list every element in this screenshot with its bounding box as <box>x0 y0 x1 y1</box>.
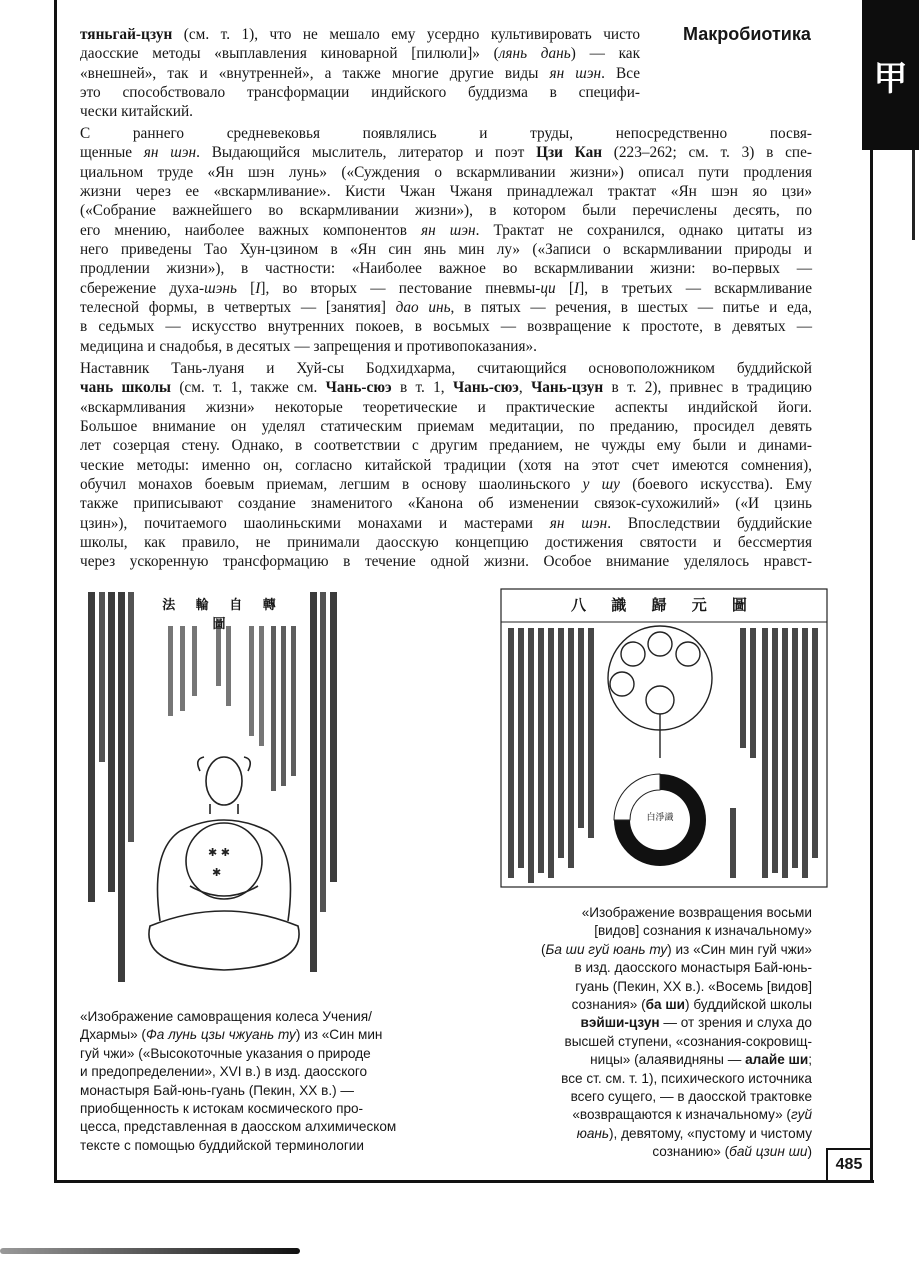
text-run: циальном труде «Ян шэн лунь» («Суждения о вскармливании жизни») описал пути продления <box>80 163 812 181</box>
text-run: чески китайский. <box>80 103 193 121</box>
text-run: его мнению, наиболее важных компонентов <box>80 221 421 239</box>
section-thumb-tab <box>862 0 919 150</box>
caption-run: гуань (Пекин, XX в.). «Восемь [видов] <box>575 978 812 994</box>
figure-right-title: 八 識 歸 元 圖 <box>571 596 757 614</box>
caption-line <box>500 1106 812 1124</box>
caption-line <box>500 1088 812 1106</box>
text-run: ], во вторых — пестование пневмы- <box>260 279 541 297</box>
caption-run: «возвращаются к изначальному» ( <box>572 1107 791 1123</box>
text-line <box>80 221 812 240</box>
text-run: ], в третьих — вскармливание <box>579 279 813 297</box>
caption-run: ) буддийской школы <box>685 997 812 1013</box>
caption-run: в изд. даосского монастыря Бай-юнь- <box>574 960 812 976</box>
caption-run: вэйши-цзун <box>580 1015 660 1031</box>
page-frame-right <box>870 0 873 1182</box>
text-run: лет созерцая стену. Однако, в соответствии с другим преданием, не чужды ему были и динами- <box>80 437 812 455</box>
text-run: продлении жизни»), в частности: «Наиболее важное во вскармливании жизни: во-первых — <box>80 260 812 278</box>
text-run: , в пятых — речения, в шестых — питье и еда, <box>450 299 812 317</box>
text-line <box>80 552 812 571</box>
caption-run: высшей ступени, «сознания-сокровищ- <box>564 1033 812 1049</box>
text-run: . Выдающийся мыслитель, литератор и поэт <box>196 144 537 162</box>
caption-line <box>80 1026 440 1044</box>
paragraph-2 <box>80 124 812 356</box>
text-run: него приведены Тао Хун-цзином в «Ян син янь мин лу» («Записи о вскармливании природы и <box>80 241 812 259</box>
text-run: «внешней», так и «внутренней», а также многие другие виды <box>80 64 550 82</box>
page-frame-left <box>54 0 57 1182</box>
text-line <box>80 378 812 397</box>
text-run: (223–262; см. т. 3) в спе- <box>602 144 812 162</box>
svg-text:✱ ✱: ✱ ✱ <box>208 846 230 859</box>
caption-run: Дхармы» ( <box>80 1027 146 1043</box>
caption-run: приобщенность к истокам космического про- <box>80 1101 364 1117</box>
text-line <box>80 124 812 143</box>
running-head: Макробиотика <box>683 24 811 44</box>
caption-run: тексте с помощью буддийской терминологии <box>80 1137 364 1153</box>
italic-term: I <box>255 279 261 297</box>
text-run: школы, как правило, не принимали даосскую концепцию достижения святости и бессмертия <box>80 534 812 552</box>
text-run: цзин»), почитаемого шаолиньскими монахами и мастерами <box>80 514 550 532</box>
caption-run: монастыря Бай-юнь-гуань (Пекин, XX в.) — <box>80 1082 355 1098</box>
italic-term: ци <box>540 279 556 297</box>
text-line <box>80 533 812 552</box>
caption-line <box>500 922 812 940</box>
text-line <box>80 359 812 378</box>
text-line <box>80 102 640 121</box>
figure-dharma-wheel <box>80 586 342 996</box>
italic-term: I <box>574 279 580 297</box>
caption-run: [видов] сознания к изначальному» <box>594 923 812 939</box>
italic-term: ян шэн <box>549 64 602 82</box>
text-run: [ <box>555 279 574 297</box>
italic-term: лянь дань <box>498 45 571 63</box>
text-line <box>80 456 812 475</box>
caption-line <box>500 1070 812 1088</box>
figure-left-title: 法 輪 自 轉 圖 <box>162 598 284 632</box>
text-line <box>80 337 812 356</box>
text-run: «вскармливания жизни» некоторые теоретические и практические аспекты индийской йоги. <box>80 398 812 416</box>
caption-left <box>80 1008 440 1155</box>
italic-term: дао инь <box>395 299 451 317</box>
text-line <box>80 64 640 83</box>
caption-run: гуй <box>790 1107 812 1123</box>
text-line <box>80 417 812 436</box>
text-line <box>80 279 812 298</box>
text-run: сбережение духа- <box>80 279 205 297</box>
caption-run: все ст. см. т. 1), психического источника <box>561 1070 812 1086</box>
text-run: (см. т. 1, также см. <box>171 379 326 397</box>
text-run: жизни через ее «вскармливание». Кисти Чжан Чжаня принадлежал трактат «Ян шэн яо цзи» <box>80 183 812 201</box>
text-line <box>80 398 812 417</box>
text-run: [ <box>236 279 256 297</box>
text-run: даосские методы «выплавления киноварной [пилюли]» ( <box>80 45 499 63</box>
bold-term: Чань-сюэ <box>325 379 392 397</box>
caption-run: ), девятому, «пустому и чистому <box>609 1125 812 1141</box>
text-run: это способствовало трансформации индийского буддизма в специфи- <box>80 84 640 102</box>
text-line <box>80 240 812 259</box>
caption-line <box>80 1063 440 1081</box>
bold-term: тяньгай-цзун <box>80 26 173 43</box>
text-line <box>80 83 640 102</box>
text-line <box>80 514 812 533</box>
text-line <box>80 494 812 513</box>
caption-run: ницы» (алаявидняны — <box>590 1052 746 1068</box>
figure-eight-consciousness-image <box>500 588 828 888</box>
caption-run: цесса, представленная в даосском алхимическом <box>80 1119 397 1135</box>
svg-text:✱: ✱ <box>212 866 222 879</box>
italic-term: ян шэн <box>421 221 476 239</box>
text-run: в т. 1, <box>391 379 453 397</box>
text-run: Большое внимание он уделял статическим приемам медитации, по преданию, просидел девять <box>80 418 812 436</box>
text-line <box>80 475 812 494</box>
text-run: С раннего средневековья появлялись и труды, непосредственно посвя- <box>80 125 812 142</box>
italic-term: у шу <box>582 476 620 494</box>
text-run: («Собрание важнейшего во вскармливании жизни»), в котором были перечислены десять, по <box>80 202 812 220</box>
caption-line <box>500 1051 812 1069</box>
caption-run: гуй чжи» («Высокоточные указания о природе <box>80 1045 371 1061</box>
text-line <box>80 143 812 162</box>
text-run: щенные <box>80 144 144 162</box>
italic-term: ян шэн <box>549 514 608 532</box>
caption-line <box>500 1014 812 1032</box>
text-run: . Все <box>601 64 640 82</box>
bold-term: чань школы <box>80 379 171 397</box>
paragraph-3 <box>80 359 812 572</box>
caption-line <box>500 959 812 977</box>
text-line <box>80 436 812 455</box>
caption-line <box>500 941 812 959</box>
caption-run: ( <box>540 941 546 957</box>
caption-line <box>500 1143 812 1161</box>
italic-term: ян шэн <box>143 144 197 162</box>
caption-run: алайе ши <box>745 1052 809 1068</box>
scan-artifact-stroke <box>0 1248 300 1254</box>
text-line <box>80 201 812 220</box>
text-run: в седьмых — искусство внутренних покоев, в восьмых — возвращение к простоте, в девятых — <box>80 318 812 336</box>
thumb-marker-line <box>912 150 915 240</box>
caption-run: Фа лунь цзы чжуань ту <box>145 1027 296 1043</box>
bold-term: Чань-сюэ <box>452 379 519 397</box>
text-run: через ускоренную трансформацию в течение одной жизни. Особое внимание уделялось нравст- <box>80 553 812 571</box>
caption-run: ) из «Син мин <box>295 1027 383 1043</box>
caption-run: «Изображение самовращения колеса Учения/ <box>80 1009 372 1024</box>
text-run: Наставник Тань-луаня и Хуй-сы Бодхидхарма, считающийся основоположником буддийской <box>80 360 812 377</box>
text-run: , <box>518 379 532 397</box>
bold-term: Цзи Кан <box>536 144 603 162</box>
caption-line <box>80 1008 440 1026</box>
text-run: обучил монахов боевым приемам, легшим в основу шаолиньского <box>80 476 583 494</box>
text-run: телесной формы, в четвертых — [занятия] <box>80 299 396 317</box>
page-number: 485 <box>826 1148 870 1180</box>
text-line <box>80 163 812 182</box>
caption-line <box>500 1033 812 1051</box>
italic-term: шэнь <box>204 279 237 297</box>
caption-run: ; <box>808 1052 812 1068</box>
bold-term: Чань-цзун <box>531 379 604 397</box>
caption-run: сознания» ( <box>571 997 646 1013</box>
text-run: медицина и снадобья, в десятых — запрещения и противопоказания». <box>80 337 537 355</box>
text-run: (боевого искусства). Ему <box>619 476 813 494</box>
text-run: . Трактат не сохранился, однако цитаты из <box>475 221 813 239</box>
text-line <box>80 182 812 201</box>
caption-line <box>500 1125 812 1143</box>
text-line <box>80 25 640 44</box>
text-run: (см. т. 1), что не мешало ему усердно культивировать чисто <box>172 26 640 43</box>
caption-run: ба ши <box>645 997 686 1013</box>
paragraph-1 <box>80 25 640 122</box>
caption-line <box>80 1045 440 1063</box>
text-run: ) — как <box>570 45 640 63</box>
text-run: . Впоследствии буддийские <box>607 514 812 532</box>
caption-run: юань <box>576 1125 610 1141</box>
page-frame-bottom <box>54 1180 874 1183</box>
caption-line <box>80 1100 440 1118</box>
text-line <box>80 317 812 336</box>
caption-run: и предопределении», XVI в.) в изд. даосского <box>80 1064 368 1080</box>
text-run: в т. 2), привнес в традицию <box>603 379 812 397</box>
text-run: ческие методы: именно он, согласно китайской традиции (хотя на этот счет имеются сомнения), <box>80 456 812 474</box>
figure-eight-consciousness <box>500 588 828 888</box>
caption-line <box>500 978 812 996</box>
text-run: также приписывают создание знаменитого «Канона об изменении связок-сухожилий» («И цзинь <box>80 495 812 513</box>
caption-run: ) из «Син мин гуй чжи» <box>667 941 812 957</box>
figure-dharma-wheel-image <box>80 586 342 996</box>
figure-right-inner-label: 白淨識 <box>646 813 674 823</box>
caption-line <box>500 904 812 922</box>
caption-line <box>500 996 812 1014</box>
caption-line <box>80 1082 440 1100</box>
caption-run: Ба ши гуй юань ту <box>545 941 668 957</box>
caption-right <box>500 904 812 1162</box>
thumb-glyph: 甲 <box>873 58 908 99</box>
caption-run: ) <box>807 1144 812 1160</box>
caption-line <box>80 1118 440 1136</box>
caption-run: бай цзин ши <box>729 1144 808 1160</box>
caption-run: сознанию» ( <box>652 1144 730 1160</box>
caption-run: всего сущего, — в даосской трактовке <box>570 1089 812 1105</box>
text-line <box>80 44 640 63</box>
caption-run: «Изображение возвращения восьми <box>581 905 812 920</box>
text-line <box>80 298 812 317</box>
text-line <box>80 259 812 278</box>
caption-run: — от зрения и слуха до <box>659 1015 812 1031</box>
caption-line <box>80 1137 440 1155</box>
